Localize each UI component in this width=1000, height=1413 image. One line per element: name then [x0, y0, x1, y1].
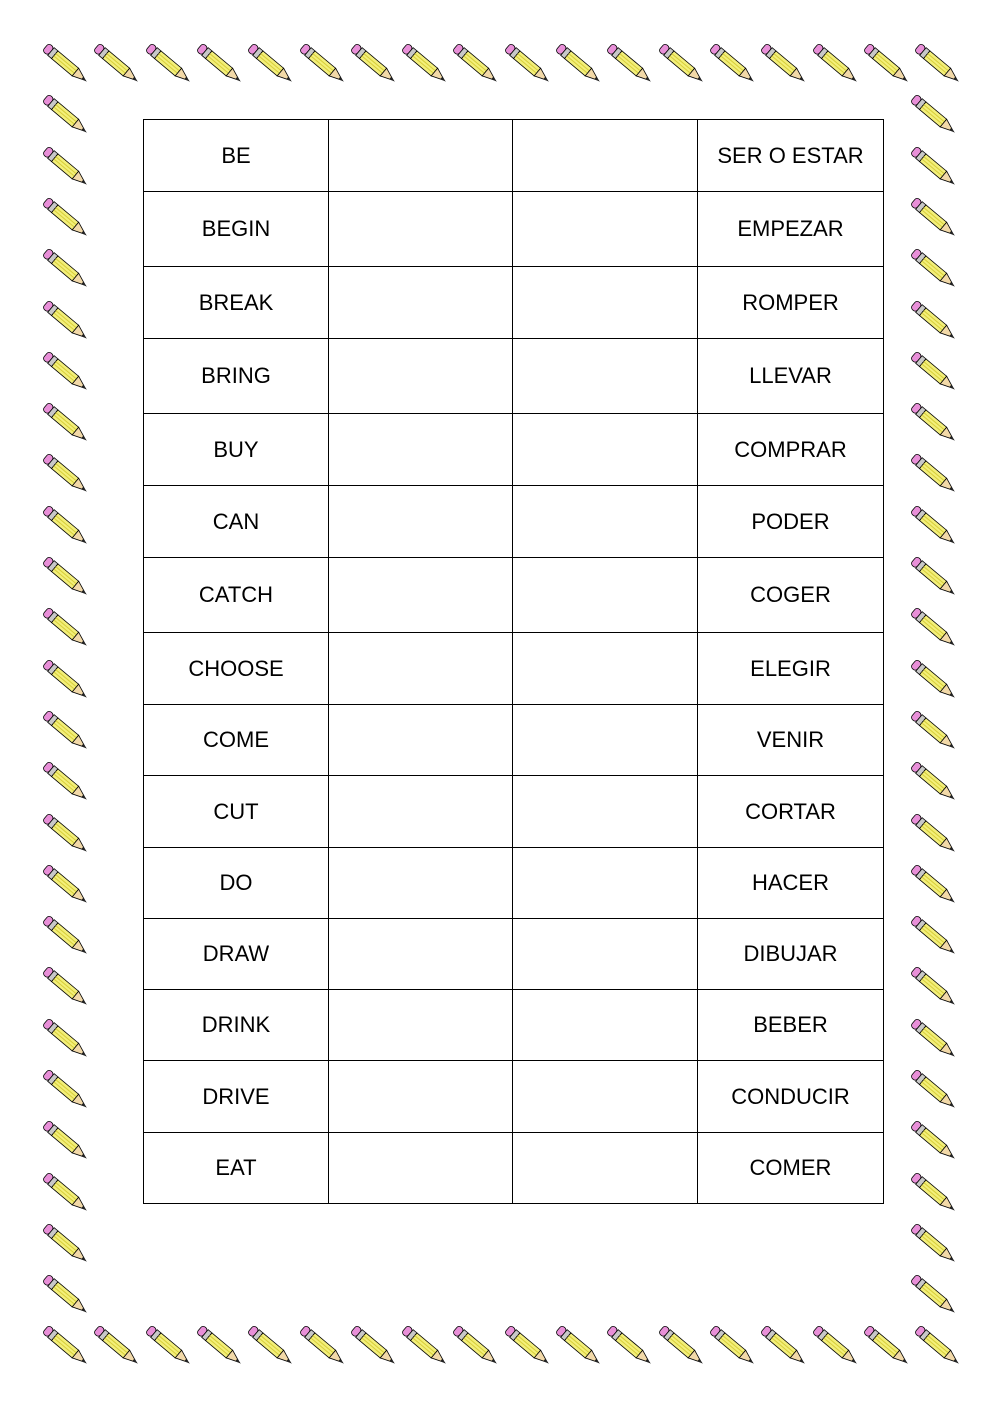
- pencil-icon: [42, 348, 92, 398]
- table-row: [144, 1133, 884, 1204]
- pencil-icon: [196, 1322, 246, 1372]
- pencil-icon: [299, 40, 349, 90]
- infinitive-cell: DRIVE: [144, 1061, 329, 1133]
- pencil-icon: [42, 1169, 92, 1219]
- table-row: [144, 192, 884, 267]
- pencil-icon: [42, 297, 92, 347]
- infinitive-cell: CUT: [144, 776, 329, 848]
- past-simple-answer-cell[interactable]: [329, 776, 513, 848]
- table-row: [144, 1061, 884, 1133]
- past-simple-answer-cell[interactable]: [329, 990, 513, 1061]
- pencil-icon: [42, 194, 92, 244]
- pencil-icon: [247, 1322, 297, 1372]
- spanish-translation-cell: COGER: [698, 558, 884, 633]
- pencil-icon: [910, 450, 960, 500]
- pencil-icon: [910, 1066, 960, 1116]
- table-row: [144, 267, 884, 339]
- past-participle-answer-cell[interactable]: [513, 1133, 698, 1204]
- spanish-translation-cell: HACER: [698, 848, 884, 919]
- pencil-icon: [42, 604, 92, 654]
- pencil-icon: [42, 963, 92, 1013]
- past-simple-answer-cell[interactable]: [329, 1133, 513, 1204]
- pencil-icon: [42, 399, 92, 449]
- past-simple-answer-cell[interactable]: [329, 633, 513, 705]
- past-simple-answer-cell[interactable]: [329, 558, 513, 633]
- pencil-icon: [196, 40, 246, 90]
- pencil-icon: [93, 40, 143, 90]
- spanish-translation-cell: ROMPER: [698, 267, 884, 339]
- pencil-icon: [606, 40, 656, 90]
- infinitive-cell: EAT: [144, 1133, 329, 1204]
- spanish-translation-cell: COMPRAR: [698, 414, 884, 486]
- spanish-translation-cell: PODER: [698, 486, 884, 558]
- pencil-icon: [910, 1220, 960, 1270]
- pencil-icon: [910, 245, 960, 295]
- pencil-icon: [760, 40, 810, 90]
- table-row: [144, 120, 884, 192]
- spanish-translation-cell: CORTAR: [698, 776, 884, 848]
- spanish-translation-cell: VENIR: [698, 705, 884, 776]
- pencil-icon: [658, 1322, 708, 1372]
- infinitive-cell: BREAK: [144, 267, 329, 339]
- past-participle-answer-cell[interactable]: [513, 776, 698, 848]
- infinitive-cell: CHOOSE: [144, 633, 329, 705]
- past-simple-answer-cell[interactable]: [329, 267, 513, 339]
- pencil-icon: [910, 91, 960, 141]
- table-row: [144, 705, 884, 776]
- pencil-icon: [910, 1169, 960, 1219]
- past-participle-answer-cell[interactable]: [513, 919, 698, 990]
- pencil-icon: [910, 502, 960, 552]
- pencil-icon: [42, 810, 92, 860]
- pencil-icon: [863, 1322, 913, 1372]
- pencil-icon: [910, 553, 960, 603]
- pencil-icon: [910, 1015, 960, 1065]
- pencil-icon: [504, 1322, 554, 1372]
- pencil-icon: [812, 1322, 862, 1372]
- pencil-icon: [42, 656, 92, 706]
- pencil-icon: [299, 1322, 349, 1372]
- pencil-icon: [606, 1322, 656, 1372]
- infinitive-cell: BUY: [144, 414, 329, 486]
- table-row: [144, 776, 884, 848]
- past-simple-answer-cell[interactable]: [329, 192, 513, 267]
- past-participle-answer-cell[interactable]: [513, 705, 698, 776]
- spanish-translation-cell: EMPEZAR: [698, 192, 884, 267]
- pencil-icon: [42, 553, 92, 603]
- pencil-icon: [910, 297, 960, 347]
- table-row: [144, 919, 884, 990]
- pencil-icon: [914, 40, 964, 90]
- pencil-icon: [910, 604, 960, 654]
- pencil-icon: [145, 1322, 195, 1372]
- past-participle-answer-cell[interactable]: [513, 1061, 698, 1133]
- pencil-icon: [401, 1322, 451, 1372]
- infinitive-cell: BEGIN: [144, 192, 329, 267]
- pencil-icon: [812, 40, 862, 90]
- pencil-icon: [910, 143, 960, 193]
- infinitive-cell: DRAW: [144, 919, 329, 990]
- infinitive-cell: CAN: [144, 486, 329, 558]
- pencil-icon: [42, 91, 92, 141]
- infinitive-cell: DO: [144, 848, 329, 919]
- table-row: [144, 990, 884, 1061]
- pencil-icon: [42, 245, 92, 295]
- table-row: [144, 558, 884, 633]
- pencil-icon: [504, 40, 554, 90]
- pencil-icon: [42, 707, 92, 757]
- spanish-translation-cell: ELEGIR: [698, 633, 884, 705]
- pencil-icon: [910, 1117, 960, 1167]
- pencil-icon: [42, 861, 92, 911]
- past-participle-answer-cell[interactable]: [513, 192, 698, 267]
- past-simple-answer-cell[interactable]: [329, 919, 513, 990]
- spanish-translation-cell: LLEVAR: [698, 339, 884, 414]
- past-simple-answer-cell[interactable]: [329, 486, 513, 558]
- pencil-icon: [760, 1322, 810, 1372]
- pencil-icon: [910, 707, 960, 757]
- pencil-icon: [350, 40, 400, 90]
- pencil-icon: [42, 758, 92, 808]
- past-simple-answer-cell[interactable]: [329, 120, 513, 192]
- past-simple-answer-cell[interactable]: [329, 339, 513, 414]
- pencil-icon: [863, 40, 913, 90]
- pencil-icon: [42, 1117, 92, 1167]
- past-simple-answer-cell[interactable]: [329, 414, 513, 486]
- pencil-icon: [42, 1220, 92, 1270]
- past-participle-answer-cell[interactable]: [513, 414, 698, 486]
- pencil-icon: [42, 1271, 92, 1321]
- past-simple-answer-cell[interactable]: [329, 1061, 513, 1133]
- table-row: [144, 486, 884, 558]
- pencil-icon: [42, 1322, 92, 1372]
- past-simple-answer-cell[interactable]: [329, 848, 513, 919]
- pencil-icon: [910, 1271, 960, 1321]
- infinitive-cell: CATCH: [144, 558, 329, 633]
- pencil-icon: [910, 656, 960, 706]
- verb-table-body: [144, 120, 884, 1204]
- pencil-icon: [910, 912, 960, 962]
- infinitive-cell: COME: [144, 705, 329, 776]
- pencil-icon: [42, 912, 92, 962]
- pencil-icon: [914, 1322, 964, 1372]
- pencil-icon: [910, 758, 960, 808]
- pencil-icon: [93, 1322, 143, 1372]
- pencil-icon: [452, 40, 502, 90]
- past-participle-answer-cell[interactable]: [513, 267, 698, 339]
- table-row: [144, 848, 884, 919]
- pencil-icon: [910, 399, 960, 449]
- pencil-icon: [42, 502, 92, 552]
- past-participle-answer-cell[interactable]: [513, 558, 698, 633]
- pencil-icon: [42, 1015, 92, 1065]
- verb-table: [143, 119, 884, 1204]
- table-row: [144, 633, 884, 705]
- pencil-icon: [42, 143, 92, 193]
- past-simple-answer-cell[interactable]: [329, 705, 513, 776]
- table-row: [144, 339, 884, 414]
- past-participle-answer-cell[interactable]: [513, 339, 698, 414]
- past-participle-answer-cell[interactable]: [513, 120, 698, 192]
- pencil-icon: [401, 40, 451, 90]
- spanish-translation-cell: CONDUCIR: [698, 1061, 884, 1133]
- pencil-icon: [910, 194, 960, 244]
- table-row: [144, 414, 884, 486]
- infinitive-cell: DRINK: [144, 990, 329, 1061]
- pencil-icon: [910, 348, 960, 398]
- pencil-icon: [709, 1322, 759, 1372]
- pencil-icon: [555, 1322, 605, 1372]
- infinitive-cell: BRING: [144, 339, 329, 414]
- past-participle-answer-cell[interactable]: [513, 990, 698, 1061]
- pencil-icon: [42, 40, 92, 90]
- past-participle-answer-cell[interactable]: [513, 486, 698, 558]
- pencil-icon: [247, 40, 297, 90]
- spanish-translation-cell: SER O ESTAR: [698, 120, 884, 192]
- pencil-icon: [555, 40, 605, 90]
- pencil-icon: [910, 861, 960, 911]
- pencil-icon: [709, 40, 759, 90]
- pencil-icon: [658, 40, 708, 90]
- pencil-icon: [42, 450, 92, 500]
- pencil-icon: [452, 1322, 502, 1372]
- pencil-icon: [350, 1322, 400, 1372]
- pencil-icon: [910, 963, 960, 1013]
- spanish-translation-cell: COMER: [698, 1133, 884, 1204]
- pencil-icon: [42, 1066, 92, 1116]
- spanish-translation-cell: DIBUJAR: [698, 919, 884, 990]
- spanish-translation-cell: BEBER: [698, 990, 884, 1061]
- past-participle-answer-cell[interactable]: [513, 848, 698, 919]
- pencil-icon: [910, 810, 960, 860]
- infinitive-cell: BE: [144, 120, 329, 192]
- pencil-icon: [145, 40, 195, 90]
- past-participle-answer-cell[interactable]: [513, 633, 698, 705]
